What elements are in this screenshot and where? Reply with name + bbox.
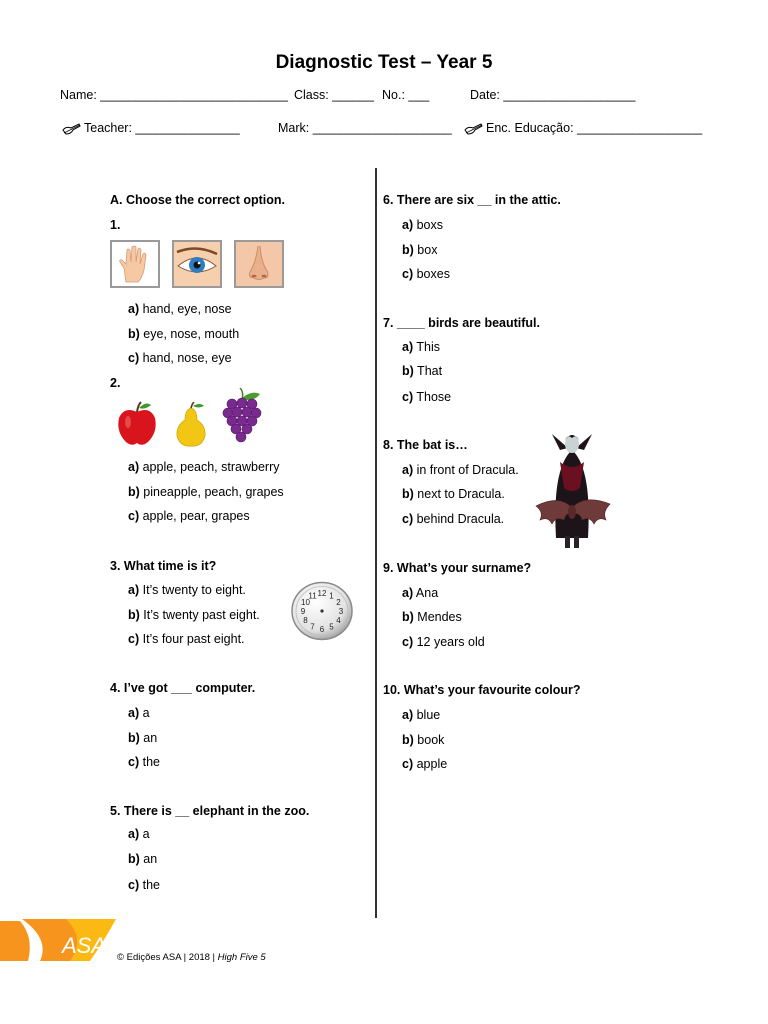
q1-option-c[interactable]: c) hand, nose, eye bbox=[128, 351, 232, 365]
q7-option-a[interactable]: a) This bbox=[402, 340, 440, 354]
q5-option-a[interactable]: a) a bbox=[128, 827, 150, 841]
teacher-field[interactable] bbox=[62, 121, 240, 136]
teacher-label: Teacher: _______________ bbox=[84, 121, 240, 135]
question-6-label: 6. There are six __ in the attic. bbox=[383, 193, 561, 207]
q3-option-b[interactable]: b) It’s twenty past eight. bbox=[128, 608, 260, 622]
q2-option-b[interactable]: b) pineapple, peach, grapes bbox=[128, 485, 284, 499]
question-1-label: 1. bbox=[110, 218, 121, 232]
q4-option-c[interactable]: c) the bbox=[128, 755, 160, 769]
q1-option-b[interactable]: b) eye, nose, mouth bbox=[128, 327, 240, 341]
pear-icon bbox=[172, 402, 210, 448]
dracula-icon bbox=[530, 428, 614, 552]
eye-icon bbox=[174, 242, 220, 286]
clock-numeral: 3 bbox=[338, 607, 344, 616]
nose-picture bbox=[234, 240, 284, 288]
q6-option-a[interactable]: a) boxs bbox=[402, 218, 444, 232]
q5-option-b[interactable]: b) an bbox=[128, 852, 158, 866]
question-9-label: 9. What’s your surname? bbox=[383, 561, 532, 575]
question-10-label: 10. What’s your favourite colour? bbox=[383, 683, 581, 697]
clock-numeral: 1 bbox=[329, 591, 334, 601]
clock-numeral: 7 bbox=[310, 622, 315, 632]
q9-option-a[interactable]: a) Ana bbox=[402, 586, 439, 600]
question-8-label: 8. The bat is… bbox=[383, 438, 468, 452]
footer-copyright: © Edições ASA | 2018 | High Five 5 bbox=[117, 952, 266, 963]
hand-icon bbox=[112, 242, 158, 286]
clock-numeral: 6 bbox=[319, 625, 325, 634]
q10-option-c[interactable]: c) apple bbox=[402, 757, 448, 771]
name-field[interactable]: Name: ___________________________ bbox=[60, 88, 288, 102]
date-field[interactable]: Date: ___________________ bbox=[470, 88, 636, 102]
q4-option-b[interactable]: b) an bbox=[128, 731, 158, 745]
clock-numeral: 5 bbox=[329, 622, 334, 632]
q6-option-c[interactable]: c) boxes bbox=[402, 267, 450, 281]
q4-option-a[interactable]: a) a bbox=[128, 706, 150, 720]
writing-hand-icon bbox=[62, 122, 82, 136]
page-title: Diagnostic Test – Year 5 bbox=[275, 52, 493, 73]
question-2-label: 2. bbox=[110, 376, 121, 390]
q3-option-c[interactable]: c) It’s four past eight. bbox=[128, 632, 245, 646]
clock-numeral: 8 bbox=[303, 616, 308, 625]
q3-option-a[interactable]: a) It’s twenty to eight. bbox=[128, 583, 246, 597]
number-field[interactable]: No.: ___ bbox=[382, 88, 430, 102]
q9-option-b[interactable]: b) Mendes bbox=[402, 610, 462, 624]
clock-numeral: 2 bbox=[336, 598, 341, 607]
q8-option-c[interactable]: c) behind Dracula. bbox=[402, 512, 505, 526]
clock-numeral: 4 bbox=[336, 616, 341, 625]
writing-hand-icon bbox=[464, 122, 484, 136]
q7-option-c[interactable]: c) Those bbox=[402, 390, 452, 404]
question-5-label: 5. There is __ elephant in the zoo. bbox=[110, 804, 310, 818]
clock-numeral: 10 bbox=[301, 598, 310, 607]
question-7-label: 7. ____ birds are beautiful. bbox=[383, 316, 541, 330]
nose-icon bbox=[236, 242, 282, 286]
asa-logo-text: ASA bbox=[62, 933, 107, 958]
question-3-label: 3. What time is it? bbox=[110, 559, 217, 573]
q5-option-c[interactable]: c) the bbox=[128, 878, 160, 892]
enc-educacao-field[interactable] bbox=[464, 121, 702, 136]
asa-logo bbox=[0, 915, 118, 965]
q7-option-b[interactable]: b) That bbox=[402, 364, 443, 378]
eye-picture bbox=[172, 240, 222, 288]
apple-icon bbox=[114, 400, 160, 448]
q6-option-b[interactable]: b) box bbox=[402, 243, 438, 257]
enc-educacao-label: Enc. Educação: __________________ bbox=[486, 121, 703, 135]
clock-numeral: 9 bbox=[300, 607, 306, 616]
hand-picture bbox=[110, 240, 160, 288]
clock-numeral: 11 bbox=[308, 591, 317, 601]
column-divider bbox=[375, 168, 377, 918]
q1-option-a[interactable]: a) hand, eye, nose bbox=[128, 302, 232, 316]
q8-option-a[interactable]: a) in front of Dracula. bbox=[402, 463, 519, 477]
class-field[interactable]: Class: ______ bbox=[294, 88, 374, 102]
q8-option-b[interactable]: b) next to Dracula. bbox=[402, 487, 505, 501]
q2-option-c[interactable]: c) apple, pear, grapes bbox=[128, 509, 250, 523]
q9-option-c[interactable]: c) 12 years old bbox=[402, 635, 485, 649]
q10-option-b[interactable]: b) book bbox=[402, 733, 445, 747]
grapes-icon bbox=[222, 388, 264, 446]
clock-icon bbox=[290, 581, 354, 641]
section-a-heading: A. Choose the correct option. bbox=[110, 193, 286, 207]
mark-field[interactable]: Mark: ____________________ bbox=[278, 121, 452, 135]
q2-option-a[interactable]: a) apple, peach, strawberry bbox=[128, 460, 280, 474]
clock-numeral: 12 bbox=[317, 589, 327, 598]
question-4-label: 4. I’ve got ___ computer. bbox=[110, 681, 256, 695]
q10-option-a[interactable]: a) blue bbox=[402, 708, 441, 722]
